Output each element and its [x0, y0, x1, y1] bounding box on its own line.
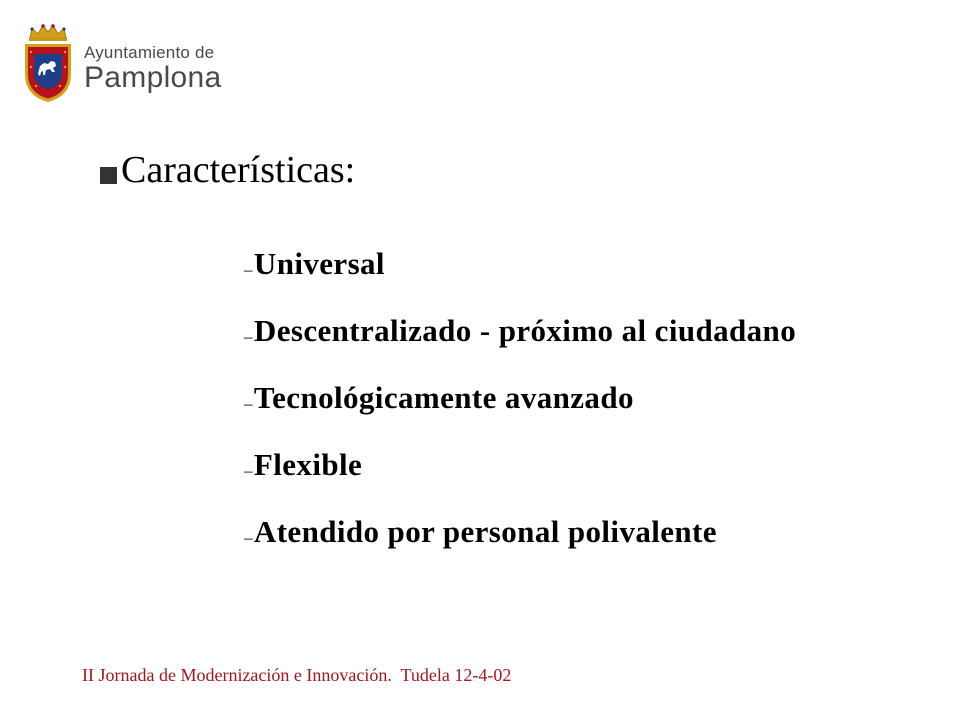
feature-text: Tecnológicamente avanzado — [253, 380, 634, 415]
feature-text: Atendido por personal polivalente — [253, 514, 717, 549]
logo-line-pamplona: Pamplona — [84, 61, 222, 94]
list-item — [244, 514, 796, 581]
dash-bullet-icon: – — [244, 394, 253, 413]
pamplona-logo — [22, 22, 222, 106]
coat-of-arms-icon — [22, 22, 74, 104]
footer-text: II Jornada de Modernización e Innovación. Tudela 12-4-02 — [82, 665, 512, 685]
dash-bullet-icon: – — [244, 327, 253, 346]
feature-text: Flexible — [253, 447, 363, 482]
dash-bullet-icon: – — [244, 260, 253, 279]
list-item — [244, 447, 796, 514]
section-heading — [100, 148, 355, 192]
dash-bullet-icon: – — [244, 461, 253, 480]
logo-text — [84, 44, 222, 93]
list-item — [244, 313, 796, 380]
dash-bullet-icon: – — [244, 528, 253, 547]
list-item — [244, 380, 796, 447]
heading-text: Características: — [121, 149, 356, 191]
list-item — [244, 246, 796, 313]
feature-text: Descentralizado - próximo al ciudadano — [253, 313, 797, 348]
features-list — [244, 246, 796, 581]
logo-line-ayuntamiento: Ayuntamiento de — [84, 43, 215, 62]
feature-text: Universal — [253, 246, 385, 281]
square-bullet-icon — [100, 167, 117, 184]
